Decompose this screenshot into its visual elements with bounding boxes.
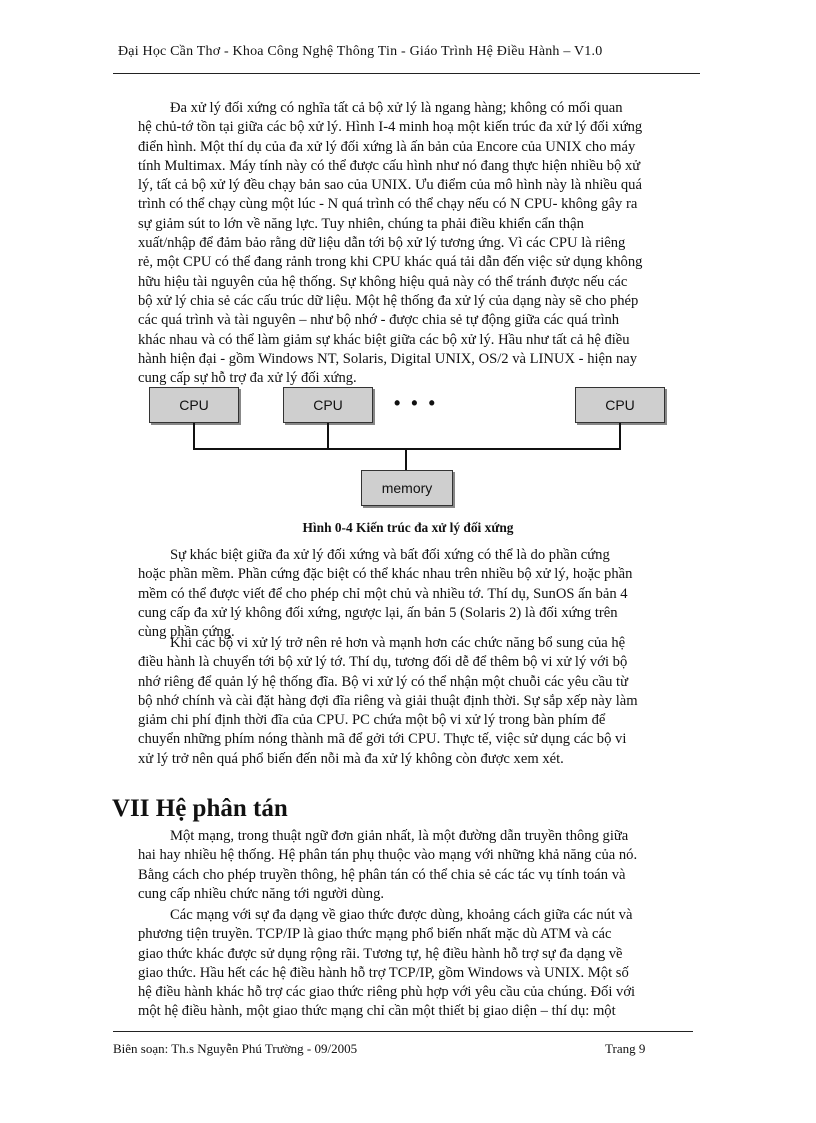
- text-line: các quá trình và tài nguyên – như bộ nhớ - được chia sẻ tự động giữa các quá trình: [138, 312, 620, 329]
- text-line: mềm có thể được viết để cho phép chỉ một chủ và nhiều tớ. Thí dụ, SunOS ấn bản 4: [138, 585, 628, 602]
- text-line: Một mạng, trong thuật ngữ đơn giản nhất, là một đường dẫn truyền thông giữa: [170, 828, 629, 844]
- text-line: hai hay nhiều hệ thống. Hệ phân tán phụ thuộc vào mạng với những khả năng của nó.: [138, 847, 638, 864]
- text-line: hoặc phần mềm. Phần cứng đặc biệt có thể khác nhau trên nhiều bộ xử lý, hoặc phần: [138, 566, 633, 583]
- text-line: giao thức. Hầu hết các hệ điều hành hỗ trợ TCP/IP, gồm Windows và UNIX. Một số: [138, 964, 629, 981]
- figure-caption: Hình 0-4 Kiến trúc đa xử lý đối xứng: [302, 520, 514, 535]
- text-line: hành hiện đại - gồm Windows NT, Solaris, Digital UNIX, OS/2 và LINUX - hiện nay: [138, 350, 638, 367]
- text-line: phương tiện truyền. TCP/IP là giao thức mạng phổ biến nhất mặc dù ATM và các: [138, 926, 612, 943]
- text-line: cung cấp đa xử lý không đối xứng, ngược lại, ấn bản 5 (Solaris 2) là đối xứng trên: [138, 604, 618, 621]
- smp-architecture-figure: [150, 385, 666, 515]
- cpu-box-3: CPU: [575, 387, 665, 423]
- cpu2-connector: [327, 423, 329, 449]
- text-line: một hệ điều hành, một giao thức mạng chỉ cần một thiết bị giao diện – thí dụ: một: [138, 1003, 616, 1020]
- page-number: Trang 9: [605, 1041, 646, 1056]
- text-line: nhớ riêng để quản lý hệ thống đĩa. Bộ vi xử lý có thể nhận một chuỗi các yêu cầu từ: [138, 673, 629, 690]
- text-line: điển hình. Một thí dụ của đa xử lý đối xứng là ấn bản của Encore của UNIX cho máy: [138, 138, 636, 155]
- text-line: xuất/nhập để đảm bảo rằng dữ liệu dẫn tới bộ xử lý tương ứng. Vì các CPU là riêng: [138, 235, 626, 252]
- text-line: hệ điều hành khác hỗ trợ các giao thức riêng phù hợp với yêu cầu của chúng. Đối với: [138, 984, 636, 1001]
- text-line: bộ xử lý chia sẻ các cấu trúc dữ liệu. Một hệ thống đa xử lý của dạng này sẽ cho phép: [138, 292, 639, 309]
- text-line: cung cấp sự hỗ trợ đa xử lý đối xứng.: [138, 370, 357, 387]
- text-line: giảm chi phí định thời đĩa của CPU. PC chứa một bộ vi xử lý trong bàn phím để: [138, 712, 606, 729]
- cpu-box-1: CPU: [149, 387, 239, 423]
- text-line: rẻ, một CPU có thể đang rảnh trong khi CPU khác quá tải dẫn đến việc sử dụng không: [138, 254, 643, 271]
- text-line: cùng phần cứng.: [138, 624, 235, 641]
- text-line: bộ nhớ chính và cài đặt hàng đợi đĩa riêng và giải thuật định thời. Sự sắp xếp này làm: [138, 692, 638, 709]
- paragraph-network-definition: [138, 827, 713, 904]
- system-bus: [193, 448, 621, 450]
- text-line: khác nhau và có thể làm giảm sự khác biệt giữa các bộ xử lý. Hầu như tất cả hệ điều: [138, 331, 630, 348]
- text-line: xử lý trở nên quá phổ biến đến nỗi mà đa xử lý không còn được xem xét.: [138, 750, 564, 767]
- text-line: điều hành là chuyển tới bộ xử lý tớ. Thí dụ, tương đối dễ để thêm bộ vi xử lý với bộ: [138, 654, 628, 671]
- footer-divider: [113, 1031, 693, 1032]
- text-line: sự giảm sút to lớn về năng lực. Tuy nhiên, chúng ta phải điều khiển cẩn thận: [138, 215, 584, 232]
- text-line: lý, tất cả bộ xử lý đều chạy bản sao của UNIX. Ưu điểm của mô hình này là nhiều quá: [138, 177, 642, 194]
- section-heading: VII Hệ phân tán: [112, 795, 288, 822]
- paragraph-network-protocols: [138, 906, 713, 1022]
- text-line: chuyển những phím nóng thành mã để gởi tới CPU. Thực tế, việc sử dụng các bộ vi: [138, 731, 627, 748]
- paragraph-microprocessors: [138, 634, 713, 769]
- cpu-box-2: CPU: [283, 387, 373, 423]
- text-line: Các mạng với sự đa dạng về giao thức được dùng, khoảng cách giữa các nút và: [170, 907, 633, 923]
- text-line: hữu hiệu tài nguyên của hệ thống. Sự không hiệu quả này có thể tránh được nếu các: [138, 273, 628, 290]
- memory-connector: [405, 448, 407, 470]
- text-line: cung cấp nhiều chức năng tới người dùng.: [138, 885, 385, 902]
- paragraph-symmetric-vs-asymmetric: [138, 546, 713, 642]
- text-line: trình có thể chạy cùng một lúc - N quá trình có thể chạy nếu có N CPU- không gây ra: [138, 196, 638, 213]
- header-divider: [113, 73, 700, 74]
- memory-box: memory: [361, 470, 453, 506]
- text-line: tính Multimax. Máy tính này có thể được cấu hình như nó đang thực hiện nhiều bộ xử: [138, 157, 641, 174]
- footer-author: Biên soạn: Th.s Nguyễn Phú Trường - 09/2005: [113, 1041, 358, 1056]
- text-line: giao thức khác được sử dụng rộng rãi. Tương tự, hệ điều hành hỗ trợ sự đa dạng về: [138, 945, 623, 962]
- text-line: Đa xử lý đối xứng có nghĩa tất cả bộ xử lý là ngang hàng; không có mối quan: [170, 100, 623, 116]
- cpu3-connector: [619, 423, 621, 449]
- text-line: hệ chủ-tớ tồn tại giữa các bộ xử lý. Hình I-4 minh hoạ một kiến trúc đa xử lý đối xứng: [138, 119, 643, 136]
- ellipsis-dots: • • •: [394, 393, 438, 413]
- text-line: Sự khác biệt giữa đa xử lý đối xứng và bất đối xứng có thể là do phần cứng: [170, 547, 610, 563]
- page-header: Đại Học Cần Thơ - Khoa Công Nghệ Thông Tin - Giáo Trình Hệ Điều Hành – V1.0: [118, 44, 603, 59]
- paragraph-symmetric-multiprocessing: [138, 99, 713, 388]
- text-line: Khi các bộ vi xử lý trở nên rẻ hơn và mạnh hơn các chức năng bổ sung của hệ: [170, 635, 626, 651]
- text-line: Bằng cách cho phép truyền thông, hệ phân tán có thể chia sẻ các tác vụ tính toán và: [138, 866, 626, 883]
- cpu1-connector: [193, 423, 195, 449]
